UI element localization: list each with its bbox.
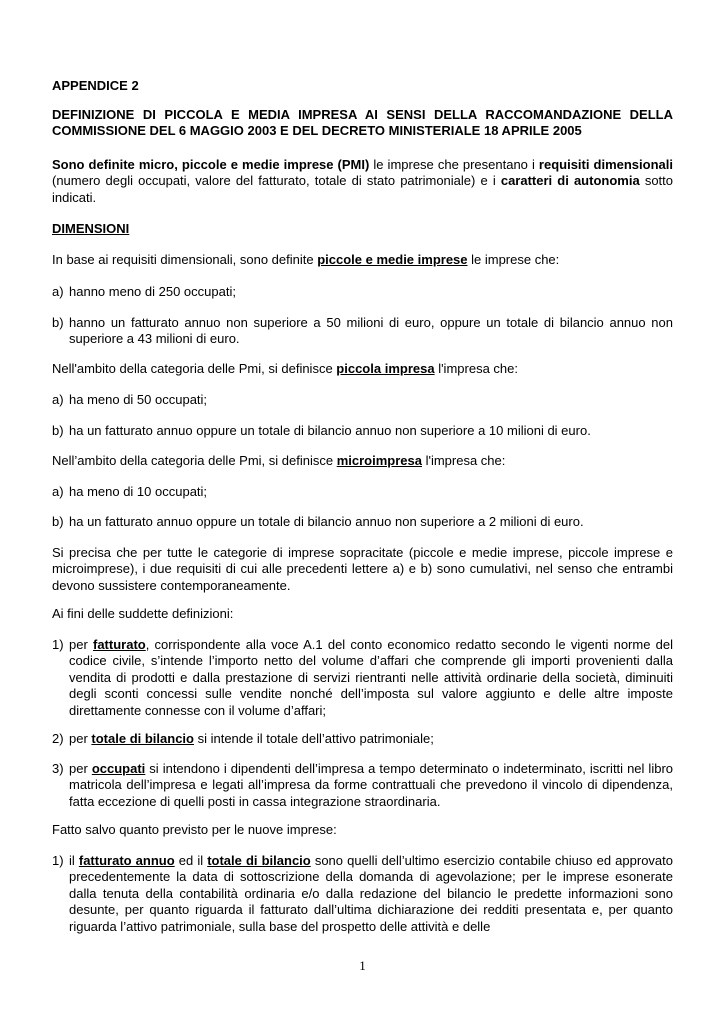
pmi-intro-text: In base ai requisiti dimensionali, sono definite: [52, 252, 318, 267]
list-item-label: b): [52, 315, 64, 330]
list-item-label: 1): [52, 853, 64, 868]
intro-paragraph: [52, 157, 673, 206]
list-item-label: a): [52, 484, 64, 499]
definition-connector: ed il: [174, 853, 208, 868]
list-item: [52, 761, 673, 810]
intro-bold-pmi: Sono definite micro, piccole e medie imprese (PMI): [52, 157, 370, 172]
list-item-text: ha meno di 10 occupati;: [69, 484, 208, 499]
definition-term-fatturato: fatturato: [93, 637, 146, 652]
list-item-label: a): [52, 284, 64, 299]
list-item-label: 3): [52, 761, 64, 776]
list-item-text: [69, 853, 673, 935]
list-item: [52, 514, 673, 530]
micro-intro-text: Nell’ambito della categoria delle Pmi, si definisce: [52, 453, 337, 468]
list-item-label: 2): [52, 731, 64, 746]
definitions-intro: Ai fini delle suddette definizioni:: [52, 606, 234, 621]
list-item: [52, 731, 673, 747]
definition-text: si intende il totale dell’attivo patrimoniale;: [193, 731, 434, 746]
definition-prefix: per: [69, 731, 92, 746]
list-item: [52, 853, 673, 935]
list-item: [52, 315, 673, 348]
intro-bold-autonomia: caratteri di autonomia: [500, 173, 640, 189]
definition-term-totale-bilancio: totale di bilancio: [207, 853, 311, 868]
pmi-intro: [52, 252, 673, 268]
list-item: [52, 484, 673, 500]
list-item-text: ha un fatturato annuo oppure un totale di bilancio annuo non superiore a 10 milioni di euro.: [69, 423, 591, 438]
list-item-text: [69, 731, 673, 747]
intro-text-3: sotto indicati.: [52, 173, 673, 205]
list-item-label: b): [52, 514, 64, 529]
list-item-text: [69, 637, 673, 719]
definition-prefix: per: [69, 637, 93, 652]
list-item-label: a): [52, 392, 64, 407]
definition-text: si intendono i dipendenti dell’impresa a tempo determinato o indeterminato, iscritti nel libro matricola dell’impresa e legati all’impresa da forme contrattuali che prevedono il vincolo di dipendenza, fatta eccezione di quelli posti in cassa integrazione straordinaria.: [69, 761, 673, 809]
definition-text: sono quelli dell’ultimo esercizio contabile chiuso ed approvato precedentemente la data di sottoscrizione della domanda di agevolazione; per le imprese esonerate dalla tenuta della contabilità ordinaria e/o dalla redazione del bilancio le predette informazioni sono desunte, per quanto riguarda il fatturato dall’ultima dichiarazione dei redditi presentata e, per quanto riguarda l’attivo patrimoniale, sulla base del prospetto delle attività e delle: [69, 853, 674, 934]
list-item: [52, 423, 673, 439]
list-item-text: ha un fatturato annuo oppure un totale di bilancio annuo non superiore a 2 milioni di euro.: [69, 514, 584, 529]
list-item-text: [69, 761, 673, 810]
piccola-intro-tail: l'impresa che:: [434, 361, 518, 376]
definition-term-totale-bilancio: totale di bilancio: [91, 731, 194, 746]
pmi-term: piccole e medie imprese: [317, 252, 468, 267]
list-item-label: b): [52, 423, 64, 438]
definition-prefix: il: [69, 853, 79, 868]
main-heading: DEFINIZIONE DI PICCOLA E MEDIA IMPRESA AI SENSI DELLA RACCOMANDAZIONE DELLA COMMISSIONE DEL 6 MAGGIO 2003 E DEL DECRETO MINISTERIALE 18 APRILE 2005: [52, 107, 673, 139]
list-item: [52, 392, 673, 408]
section-heading-dimensioni: DIMENSIONI: [52, 221, 130, 236]
list-item-label: 1): [52, 637, 64, 652]
micro-intro-tail: l'impresa che:: [421, 453, 506, 468]
pmi-intro-tail: le imprese che:: [467, 252, 560, 267]
list-item: [52, 637, 673, 719]
definition-term-fatturato-annuo: fatturato annuo: [78, 853, 175, 868]
new-firms-intro: Fatto salvo quanto previsto per le nuove imprese:: [52, 822, 337, 837]
appendix-title: APPENDICE 2: [52, 78, 139, 93]
list-item-text: hanno un fatturato annuo non superiore a 50 milioni di euro, oppure un totale di bilancio annuo non superiore a 43 milioni di euro.: [69, 315, 673, 347]
piccola-intro-text: Nell'ambito della categoria delle Pmi, si definisce: [52, 361, 337, 376]
intro-text-2: (numero degli occupati, valore del fatturato, totale di stato patrimoniale) e i: [52, 173, 501, 189]
page-number: 1: [359, 958, 366, 973]
list-item: [52, 284, 673, 300]
piccola-intro: [52, 361, 673, 377]
list-item-text: ha meno di 50 occupati;: [69, 392, 208, 407]
intro-text-1: le imprese che presentano i: [369, 157, 539, 172]
micro-term: microimpresa: [336, 453, 422, 468]
intro-bold-requisiti: requisiti dimensionali: [538, 157, 673, 172]
definition-term-occupati: occupati: [91, 761, 146, 776]
definition-prefix: per: [69, 761, 92, 776]
piccola-term: piccola impresa: [336, 361, 435, 376]
definition-text: , corrispondente alla voce A.1 del conto economico redatto secondo le vigenti norme del codice civile, s’intende l’importo netto del volume d’affari che comprende gli importi provenienti dalla vendita di prodotti e dalla prestazione di servizi rientranti nelle attività ordinarie della società, diminuiti degli sconti concessi sulle vendite nonché dell’imposta sul valore aggiunto e delle altre imposte direttamente connesse con il volume d’affari;: [69, 637, 673, 718]
list-item-text: hanno meno di 250 occupati;: [69, 284, 236, 299]
cumulative-note: Si precisa che per tutte le categorie di imprese sopracitate (piccole e medie imprese, piccole imprese e microimprese), i due requisiti di cui alle precedenti lettere a) e b) sono cumulativi, nel senso che entrambi devono sussistere contemporaneamente.: [52, 545, 673, 593]
micro-intro: [52, 453, 673, 469]
